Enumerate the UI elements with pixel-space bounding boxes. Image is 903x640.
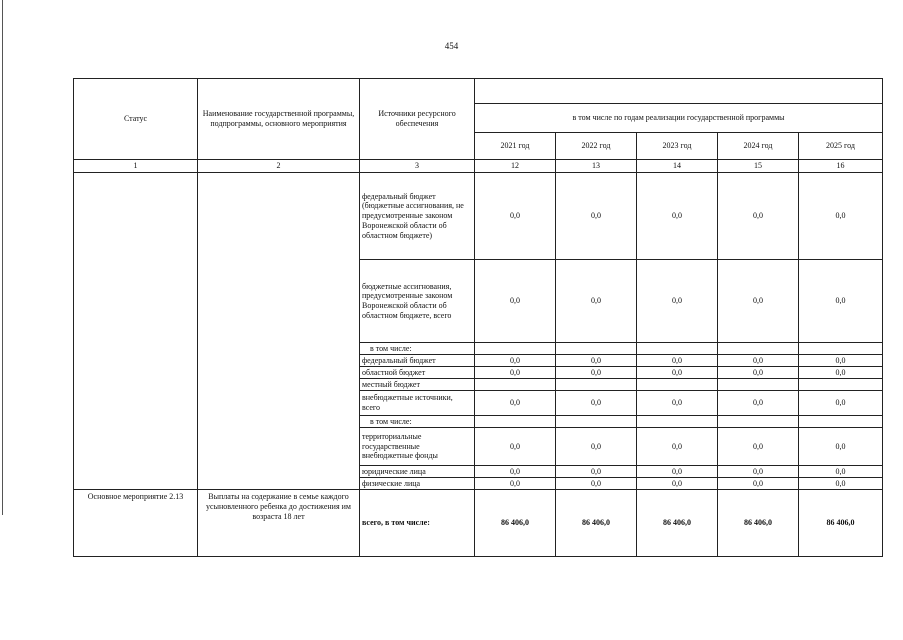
source-label: внебюджетные источники, всего bbox=[360, 391, 475, 416]
value-cell: 0,0 bbox=[475, 478, 556, 490]
value-cell: 0,0 bbox=[799, 355, 883, 367]
value-cell: 0,0 bbox=[556, 478, 637, 490]
header-name: Наименование государственной программы, подпрограммы, основного мероприятия bbox=[198, 79, 360, 160]
value-cell: 0,0 bbox=[556, 260, 637, 343]
value-cell bbox=[637, 343, 718, 355]
value-cell: 0,0 bbox=[718, 466, 799, 478]
source-label: территориальные государственные внебюджетные фонды bbox=[360, 428, 475, 466]
value-cell: 0,0 bbox=[556, 173, 637, 260]
value-cell: 0,0 bbox=[475, 260, 556, 343]
value-cell: 0,0 bbox=[556, 355, 637, 367]
event-value: 86 406,0 bbox=[718, 490, 799, 557]
table-row bbox=[74, 173, 883, 260]
value-cell bbox=[799, 379, 883, 391]
status-cell-empty bbox=[74, 173, 198, 490]
value-cell: 0,0 bbox=[556, 391, 637, 416]
value-cell: 0,0 bbox=[718, 260, 799, 343]
value-cell: 0,0 bbox=[718, 391, 799, 416]
source-label: физические лица bbox=[360, 478, 475, 490]
value-cell: 0,0 bbox=[475, 428, 556, 466]
col-number: 2 bbox=[198, 160, 360, 173]
value-cell: 0,0 bbox=[637, 173, 718, 260]
value-cell bbox=[799, 343, 883, 355]
col-number: 1 bbox=[74, 160, 198, 173]
event-value: 86 406,0 bbox=[799, 490, 883, 557]
value-cell bbox=[718, 343, 799, 355]
value-cell: 0,0 bbox=[718, 428, 799, 466]
value-cell bbox=[718, 416, 799, 428]
value-cell: 0,0 bbox=[475, 367, 556, 379]
value-cell: 0,0 bbox=[637, 367, 718, 379]
col-number: 14 bbox=[637, 160, 718, 173]
value-cell bbox=[475, 343, 556, 355]
value-cell bbox=[799, 416, 883, 428]
value-cell: 0,0 bbox=[799, 428, 883, 466]
header-row-top bbox=[74, 79, 883, 104]
header-sources: Источники ресурсного обеспечения bbox=[360, 79, 475, 160]
header-blank bbox=[475, 79, 883, 104]
value-cell bbox=[556, 416, 637, 428]
source-label: в том числе: bbox=[360, 343, 475, 355]
source-label: в том числе: bbox=[360, 416, 475, 428]
event-value: 86 406,0 bbox=[556, 490, 637, 557]
value-cell: 0,0 bbox=[637, 428, 718, 466]
source-label: юридические лица bbox=[360, 466, 475, 478]
header-year: 2022 год bbox=[556, 133, 637, 160]
value-cell: 0,0 bbox=[556, 428, 637, 466]
value-cell: 0,0 bbox=[556, 466, 637, 478]
header-year: 2021 год bbox=[475, 133, 556, 160]
event-value: 86 406,0 bbox=[637, 490, 718, 557]
col-number: 16 bbox=[799, 160, 883, 173]
col-number: 15 bbox=[718, 160, 799, 173]
value-cell: 0,0 bbox=[475, 355, 556, 367]
value-cell: 0,0 bbox=[799, 466, 883, 478]
value-cell bbox=[637, 416, 718, 428]
value-cell: 0,0 bbox=[799, 391, 883, 416]
header-years-group: в том числе по годам реализации государственной программы bbox=[475, 104, 883, 133]
source-label: бюджетные ассигнования, предусмотренные законом Воронежской области об областном бюджете, всего bbox=[360, 260, 475, 343]
value-cell: 0,0 bbox=[637, 260, 718, 343]
value-cell bbox=[475, 416, 556, 428]
value-cell bbox=[556, 343, 637, 355]
value-cell: 0,0 bbox=[475, 466, 556, 478]
value-cell: 0,0 bbox=[556, 367, 637, 379]
value-cell: 0,0 bbox=[637, 478, 718, 490]
col-number: 3 bbox=[360, 160, 475, 173]
event-row bbox=[74, 490, 883, 557]
col-number: 12 bbox=[475, 160, 556, 173]
page-number: 454 bbox=[444, 41, 459, 51]
event-name: Выплаты на содержание в семье каждого усыновленного ребенка до достижения им возраста 18 лет bbox=[198, 490, 360, 557]
value-cell: 0,0 bbox=[718, 173, 799, 260]
event-value: 86 406,0 bbox=[475, 490, 556, 557]
event-status: Основное мероприятие 2.13 bbox=[74, 490, 198, 557]
value-cell: 0,0 bbox=[718, 355, 799, 367]
name-cell-empty bbox=[198, 173, 360, 490]
source-label: местный бюджет bbox=[360, 379, 475, 391]
value-cell: 0,0 bbox=[637, 466, 718, 478]
value-cell bbox=[475, 379, 556, 391]
header-year: 2023 год bbox=[637, 133, 718, 160]
value-cell: 0,0 bbox=[799, 173, 883, 260]
value-cell: 0,0 bbox=[799, 478, 883, 490]
value-cell: 0,0 bbox=[718, 367, 799, 379]
value-cell bbox=[556, 379, 637, 391]
source-label: федеральный бюджет (бюджетные ассигнования, не предусмотренные законом Воронежской области об областном бюджете) bbox=[360, 173, 475, 260]
source-label: областной бюджет bbox=[360, 367, 475, 379]
header-status: Статус bbox=[74, 79, 198, 160]
value-cell: 0,0 bbox=[799, 260, 883, 343]
value-cell: 0,0 bbox=[637, 355, 718, 367]
value-cell: 0,0 bbox=[475, 173, 556, 260]
source-label: федеральный бюджет bbox=[360, 355, 475, 367]
value-cell bbox=[637, 379, 718, 391]
event-source: всего, в том числе: bbox=[360, 490, 475, 557]
left-margin-rule bbox=[2, 0, 3, 515]
value-cell: 0,0 bbox=[475, 391, 556, 416]
budget-table bbox=[73, 78, 883, 557]
value-cell: 0,0 bbox=[637, 391, 718, 416]
header-year: 2025 год bbox=[799, 133, 883, 160]
header-year: 2024 год bbox=[718, 133, 799, 160]
value-cell bbox=[718, 379, 799, 391]
col-number: 13 bbox=[556, 160, 637, 173]
column-numbers-row bbox=[74, 160, 883, 173]
value-cell: 0,0 bbox=[718, 478, 799, 490]
value-cell: 0,0 bbox=[799, 367, 883, 379]
